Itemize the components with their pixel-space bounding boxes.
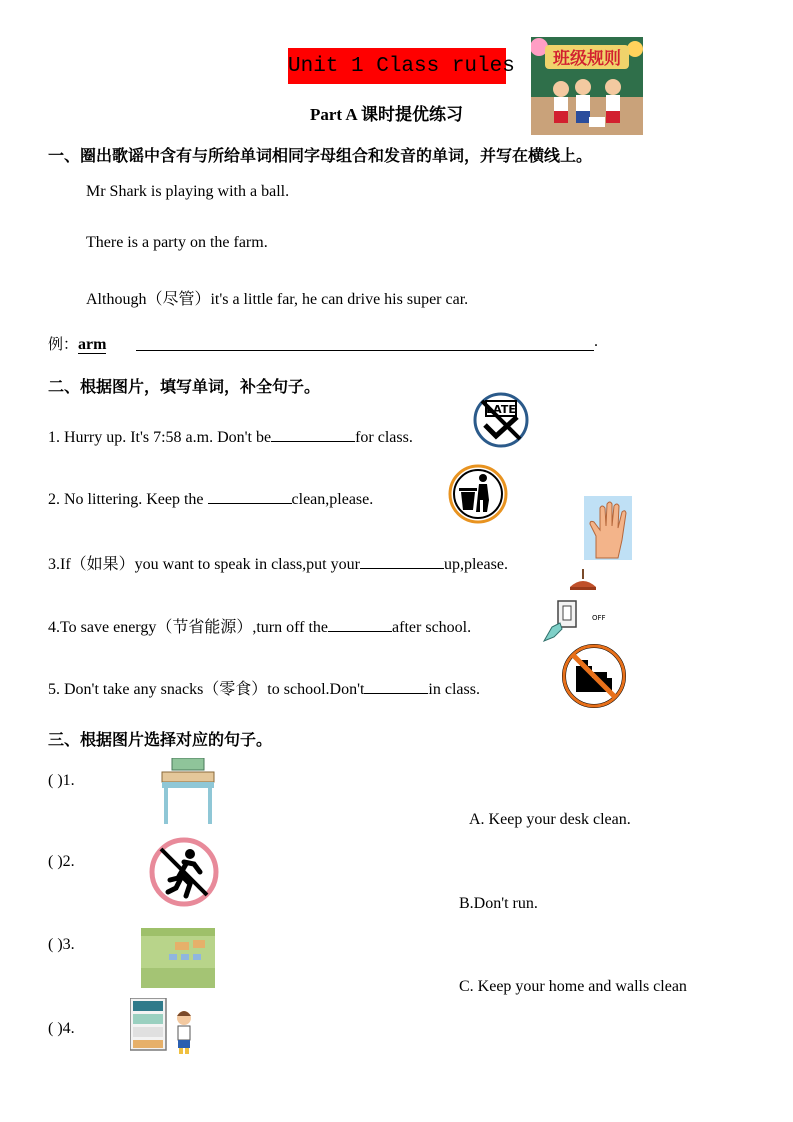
match-item-4-label[interactable]: ( )4. (48, 1020, 75, 1037)
no-late-icon (469, 391, 533, 449)
fill-item-1 (48, 427, 413, 447)
option-b: B.Don't run. (459, 895, 538, 912)
example-end: . (594, 333, 598, 350)
chant-line-2: There is a party on the farm. (86, 234, 268, 251)
chant-line-3: Although（尽管）it's a little far, he can drive his super car. (86, 291, 469, 308)
no-running-icon (148, 836, 220, 908)
class-rules-cover-image (531, 37, 643, 135)
fill-item-1-text: 1. Hurry up. It's 7:58 a.m. Don't be (48, 429, 272, 446)
match-item-2-label[interactable]: ( )2. (48, 853, 75, 870)
bookshelf-kid-icon (130, 998, 198, 1056)
fill-item-3 (48, 551, 508, 574)
fill-item-2-after: clean,please. (291, 491, 374, 508)
fill-item-4-blank[interactable] (328, 617, 392, 632)
fill-item-4-after: after school. (392, 619, 472, 636)
section2-heading: 二、根据图片，填写单词，补全句子。 (48, 377, 321, 396)
section3-heading: 三、根据图片选择对应的句子。 (48, 730, 273, 749)
option-c: C. Keep your home and walls clean (459, 978, 687, 995)
no-littering-icon (447, 464, 509, 524)
option-a: A. Keep your desk clean. (469, 811, 631, 828)
fill-item-5 (48, 676, 480, 699)
example-word: arm (78, 336, 107, 353)
fill-item-2-blank[interactable] (208, 489, 292, 504)
fill-item-4-text: 4.To save energy（节省能源）,turn off the (48, 619, 329, 636)
match-item-3-label[interactable]: ( )3. (48, 936, 75, 953)
no-snacks-icon (560, 642, 628, 710)
fill-item-1-after: for class. (355, 429, 413, 446)
fill-item-3-blank[interactable] (360, 554, 444, 569)
fill-item-2 (48, 489, 373, 509)
light-switch-icon (540, 567, 612, 645)
fill-item-5-blank[interactable] (364, 679, 428, 694)
chant-line-1: Mr Shark is playing with a ball. (86, 183, 290, 200)
example-label: 例： (48, 335, 79, 353)
cover-sign-text: 班级规则 (553, 49, 621, 69)
fill-item-5-text: 5. Don't take any snacks（零食）to school.Don't (48, 681, 365, 698)
page-title: Unit 1 Class rules (288, 55, 515, 78)
fill-item-4 (48, 614, 471, 637)
match-item-1-label[interactable]: ( )1. (48, 772, 75, 789)
section1-heading: 一、圈出歌谣中含有与所给单词相同字母组合和发音的单词，并写在横线上。 (48, 146, 593, 165)
fill-item-2-text: 2. No littering. Keep the (48, 491, 208, 508)
page-subtitle: Part A 课时提优练习 (310, 105, 463, 124)
fill-item-5-after: in class. (428, 681, 480, 698)
example-row (48, 333, 106, 354)
clean-wall-icon (141, 928, 215, 988)
desk-icon (158, 758, 218, 826)
late-sign-text: LATE (486, 403, 516, 416)
fill-item-3-after: up,please. (443, 556, 508, 573)
raised-hand-icon (584, 496, 632, 560)
off-label: OFF (592, 614, 606, 622)
fill-item-1-blank[interactable] (271, 427, 355, 442)
fill-item-3-text: 3.If（如果）you want to speak in class,put your (48, 556, 360, 573)
example-answer-line[interactable] (136, 350, 594, 351)
